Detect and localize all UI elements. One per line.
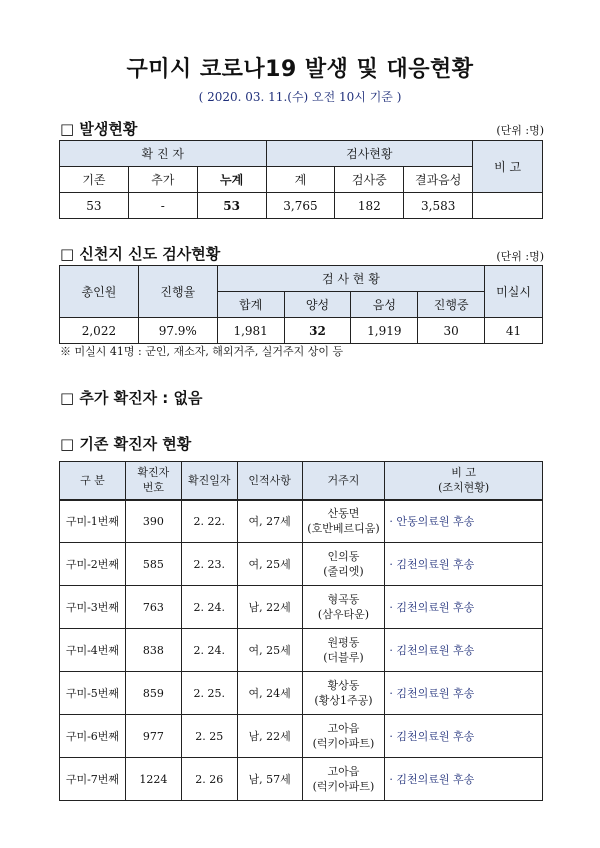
header-tests: 검사현황 [266, 141, 473, 167]
val-sum: 1,981 [217, 318, 284, 344]
val-existing: 53 [60, 193, 129, 219]
section-additional-heading: □ 추가 확진자 : 없음 [60, 389, 203, 407]
header-not-tested: 미실시 [485, 266, 543, 318]
case-residence: 형곡동 (삼우타운) [302, 586, 385, 629]
unit-label: (단위 :명) [496, 124, 544, 137]
case-remark: · 김천의료원 후송 [385, 715, 543, 758]
col-cumulative: 누계 [197, 167, 266, 193]
val-remark [473, 193, 543, 219]
val-added: - [128, 193, 197, 219]
case-number: 585 [125, 543, 181, 586]
section-outbreak-heading: □ 발생현황 [60, 120, 138, 138]
header-confirmed: 확 진 자 [60, 141, 267, 167]
case-personal-info: 여, 24세 [237, 672, 302, 715]
case-personal-info: 여, 27세 [237, 500, 302, 543]
case-remark: · 김천의료원 후송 [385, 586, 543, 629]
case-date: 2. 24. [181, 629, 237, 672]
val-not-tested: 41 [485, 318, 543, 344]
not-tested-note: ※ 미실시 41명 : 군인, 재소자, 해외거주, 실거주지 상이 등 [60, 345, 344, 358]
existing-cases-table [59, 461, 543, 801]
col-confirm-date: 확진일자 [181, 462, 237, 500]
case-personal-info: 여, 25세 [237, 543, 302, 586]
val-progress-rate: 97.9% [138, 318, 217, 344]
case-division: 구미-5번째 [60, 672, 126, 715]
case-number: 859 [125, 672, 181, 715]
val-cumulative: 53 [197, 193, 266, 219]
case-remark: · 김천의료원 후송 [385, 629, 543, 672]
case-date: 2. 25 [181, 715, 237, 758]
col-total: 계 [266, 167, 335, 193]
col-in-progress: 진행중 [418, 292, 485, 318]
case-division: 구미-6번째 [60, 715, 126, 758]
col-personal-info: 인적사항 [237, 462, 302, 500]
col-sum: 합계 [217, 292, 284, 318]
case-residence: 인의동 (줄리엣) [302, 543, 385, 586]
outbreak-table [59, 140, 543, 219]
case-remark: · 안동의료원 후송 [385, 500, 543, 543]
case-date: 2. 23. [181, 543, 237, 586]
table-row [60, 629, 543, 672]
case-remark: · 김천의료원 후송 [385, 758, 543, 801]
col-case-number: 확진자 번호 [125, 462, 181, 500]
section-existing-heading: □ 기존 확진자 현황 [60, 435, 192, 453]
section-shincheonji-heading: □ 신천지 신도 검사현황 [60, 245, 221, 263]
col-residence: 거주지 [302, 462, 385, 500]
page-title: 구미시 코로나19 발생 및 대응현황 [126, 57, 474, 82]
case-number: 390 [125, 500, 181, 543]
case-residence: 고아읍 (럭키아파트) [302, 715, 385, 758]
val-testing: 182 [335, 193, 404, 219]
header-progress-rate: 진행율 [138, 266, 217, 318]
case-number: 838 [125, 629, 181, 672]
table-row [60, 500, 543, 543]
col-remark: 비 고 (조치현황) [385, 462, 543, 500]
col-negative-2: 음성 [351, 292, 418, 318]
header-test-status: 검 사 현 황 [217, 266, 484, 292]
table-row [60, 672, 543, 715]
case-number: 977 [125, 715, 181, 758]
table-row [60, 758, 543, 801]
col-negative: 결과음성 [404, 167, 473, 193]
case-division: 구미-4번째 [60, 629, 126, 672]
date-subtitle: ( 2020. 03. 11.(수) 오전 10시 기준 ) [198, 90, 402, 104]
col-added: 추가 [128, 167, 197, 193]
case-date: 2. 26 [181, 758, 237, 801]
table-row [60, 586, 543, 629]
case-personal-info: 남, 57세 [237, 758, 302, 801]
case-number: 763 [125, 586, 181, 629]
table-row [60, 543, 543, 586]
col-testing: 검사중 [335, 167, 404, 193]
case-residence: 고아읍 (럭키아파트) [302, 758, 385, 801]
case-personal-info: 남, 22세 [237, 715, 302, 758]
shincheonji-table [59, 265, 543, 344]
case-personal-info: 남, 22세 [237, 586, 302, 629]
val-total-people: 2,022 [60, 318, 139, 344]
val-negative: 3,583 [404, 193, 473, 219]
case-date: 2. 22. [181, 500, 237, 543]
case-remark: · 김천의료원 후송 [385, 543, 543, 586]
unit-label-2: (단위 :명) [496, 250, 544, 263]
case-remark: · 김천의료원 후송 [385, 672, 543, 715]
val-in-progress: 30 [418, 318, 485, 344]
col-division: 구 분 [60, 462, 126, 500]
case-date: 2. 25. [181, 672, 237, 715]
col-existing: 기존 [60, 167, 129, 193]
header-total-people: 총인원 [60, 266, 139, 318]
case-division: 구미-2번째 [60, 543, 126, 586]
case-division: 구미-7번째 [60, 758, 126, 801]
val-negative-2: 1,919 [351, 318, 418, 344]
col-positive: 양성 [284, 292, 351, 318]
case-residence: 원평동 (더블루) [302, 629, 385, 672]
val-positive: 32 [284, 318, 351, 344]
case-residence: 황상동 (황상1주공) [302, 672, 385, 715]
case-residence: 산동면 (호반베르디움) [302, 500, 385, 543]
table-row [60, 715, 543, 758]
case-personal-info: 여, 25세 [237, 629, 302, 672]
case-division: 구미-3번째 [60, 586, 126, 629]
case-date: 2. 24. [181, 586, 237, 629]
case-division: 구미-1번째 [60, 500, 126, 543]
header-remark: 비 고 [473, 141, 543, 193]
case-number: 1224 [125, 758, 181, 801]
val-total: 3,765 [266, 193, 335, 219]
